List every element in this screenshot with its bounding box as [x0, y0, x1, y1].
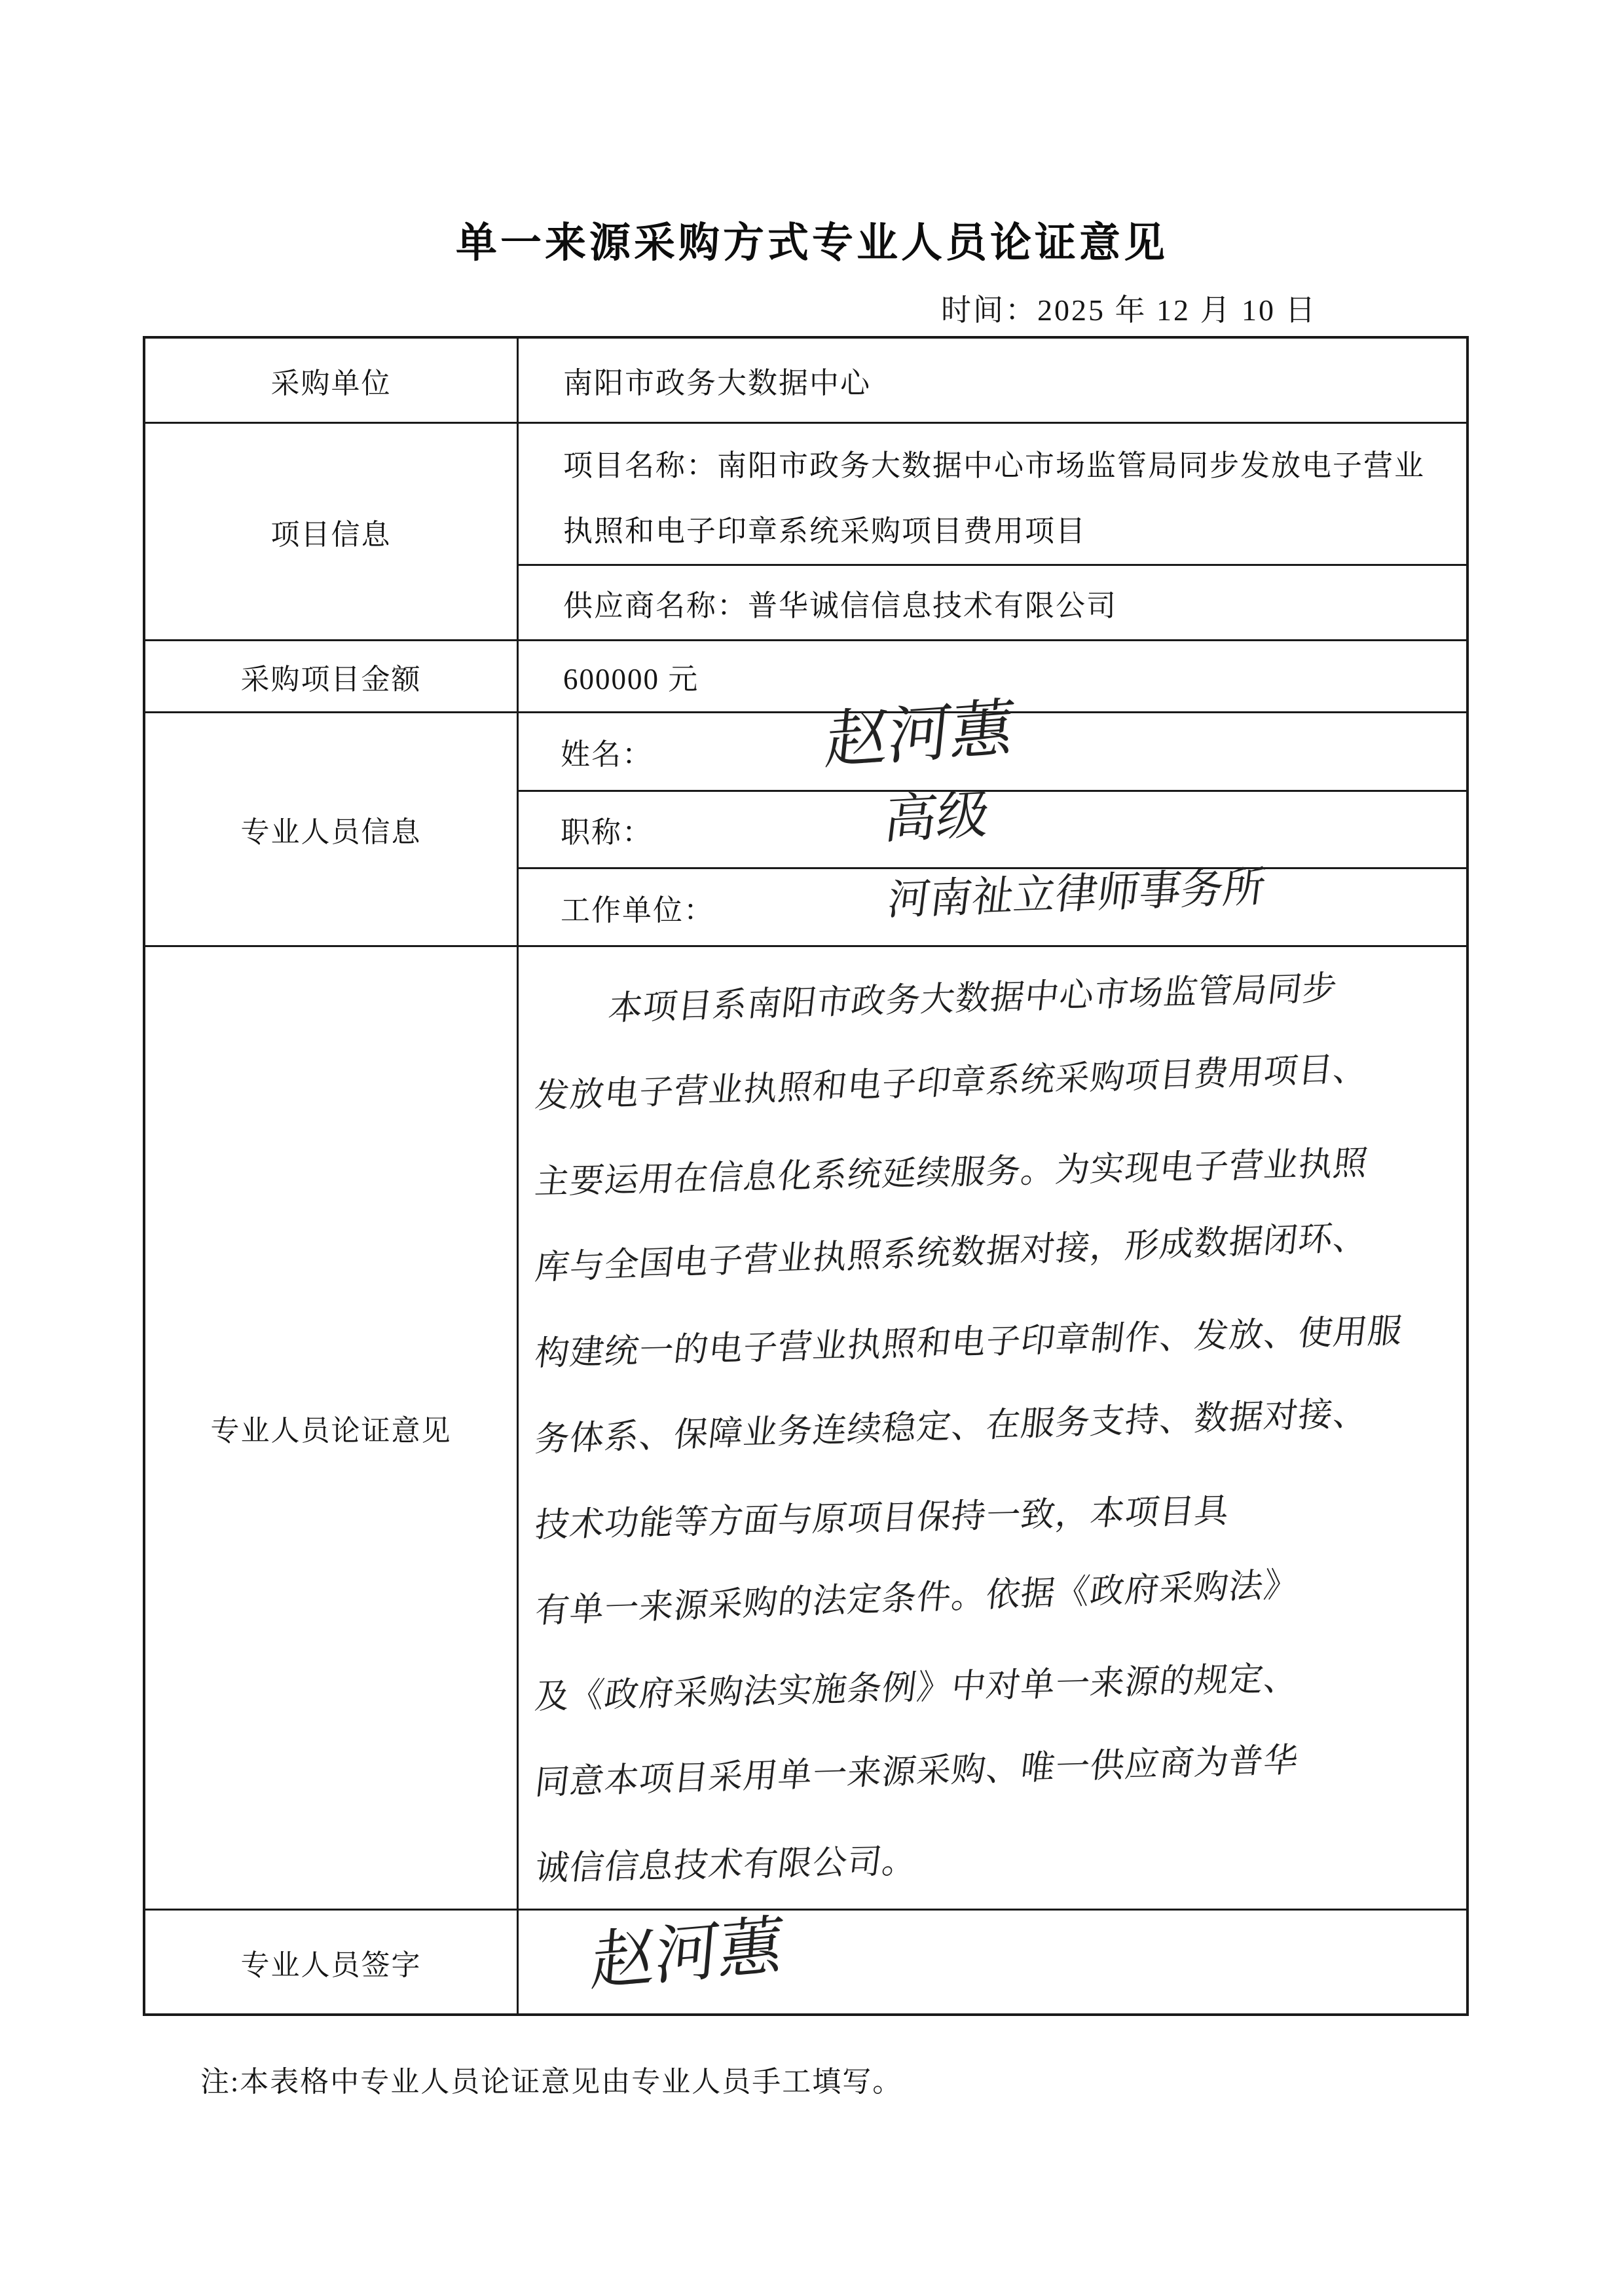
amount-value: 600000 元 — [563, 663, 699, 696]
form-table — [143, 336, 1469, 2016]
date-line: 时间：2025 年 12 月 10 日 — [941, 293, 1318, 327]
opinion-line: 诚信信息技术有限公司。 — [532, 1841, 919, 1889]
row-label-signature: 专业人员签字 — [145, 1911, 519, 2013]
opinion-line: 构建统一的电子营业执照和电子印章制作、发放、使用服 — [532, 1311, 1405, 1374]
opinion-line: 库与全国电子营业执照系统数据对接，形成数据闭环、 — [533, 1218, 1370, 1288]
document-title: 单一来源采购方式专业人员论证意见 — [456, 220, 1168, 266]
supplier-cell — [519, 566, 1466, 639]
row-label-personnel-info: 专业人员信息 — [145, 713, 519, 945]
opinion-line: 同意本项目采用单一来源采购、唯一供应商为普华 — [533, 1740, 1301, 1803]
table-row-personnel-info — [145, 690, 1466, 947]
row-label-project-info: 项目信息 — [145, 424, 519, 639]
row-value-project-info — [519, 424, 1466, 639]
table-row-amount — [145, 641, 1466, 713]
project-name-line2: 执照和电子印章系统采购项目费用项目 — [563, 515, 1087, 548]
handwritten-signature: 赵河蕙 — [588, 1907, 787, 2000]
opinion-line: 本项目系南阳市政务大数据中心市场监管局同步 — [606, 968, 1340, 1028]
row-value-signature — [519, 1907, 1466, 2013]
row-label-procurement-unit: 采购单位 — [145, 339, 519, 422]
handwritten-opinion-block — [519, 947, 1466, 1909]
name-caption: 姓名： — [561, 738, 654, 771]
opinion-line: 及《政府采购法实施条例》中对单一来源的规定、 — [532, 1658, 1301, 1717]
footnote-note: 注:本表格中专业人员论证意见由专业人员手工填写。 — [200, 2066, 903, 2098]
project-name-line1: 项目名称：南阳市政务大数据中心市场监管局同步发放电子营业 — [563, 449, 1426, 482]
opinion-line: 主要运用在信息化系统延续服务。为实现电子营业执照 — [532, 1144, 1371, 1203]
opinion-line: 有单一来源采购的法定条件。依据《政府采购法》 — [533, 1565, 1301, 1632]
table-row-signature — [145, 1907, 1466, 2013]
row-value-procurement-unit — [519, 339, 1466, 422]
procurement-unit-value: 南阳市政务大数据中心 — [563, 367, 872, 400]
row-label-amount: 采购项目金额 — [145, 641, 519, 711]
handwritten-title: 高级 — [881, 783, 993, 851]
table-row-opinion — [145, 947, 1466, 1911]
personnel-title-cell — [519, 783, 1466, 869]
title-caption: 职称： — [561, 816, 654, 849]
handwritten-name: 赵河蕙 — [822, 690, 1018, 778]
project-name-cell — [519, 424, 1466, 566]
opinion-line: 技术功能等方面与原项目保持一致，本项目具 — [532, 1491, 1232, 1546]
table-row-procurement-unit — [145, 339, 1466, 424]
handwritten-org: 河南祉立律师事务所 — [885, 863, 1268, 925]
row-value-opinion — [519, 947, 1466, 1909]
row-value-personnel-info — [519, 690, 1466, 945]
opinion-line: 务体系、保障业务连续稳定、在服务支持、数据对接、 — [533, 1393, 1371, 1460]
supplier-name: 供应商名称：普华诚信信息技术有限公司 — [563, 589, 1118, 622]
table-row-project-info — [145, 424, 1466, 641]
org-caption: 工作单位： — [561, 893, 715, 927]
personnel-org-cell — [519, 863, 1466, 945]
opinion-line: 发放电子营业执照和电子印章系统采购项目费用项目、 — [533, 1049, 1370, 1117]
row-label-opinion: 专业人员论证意见 — [145, 947, 519, 1909]
